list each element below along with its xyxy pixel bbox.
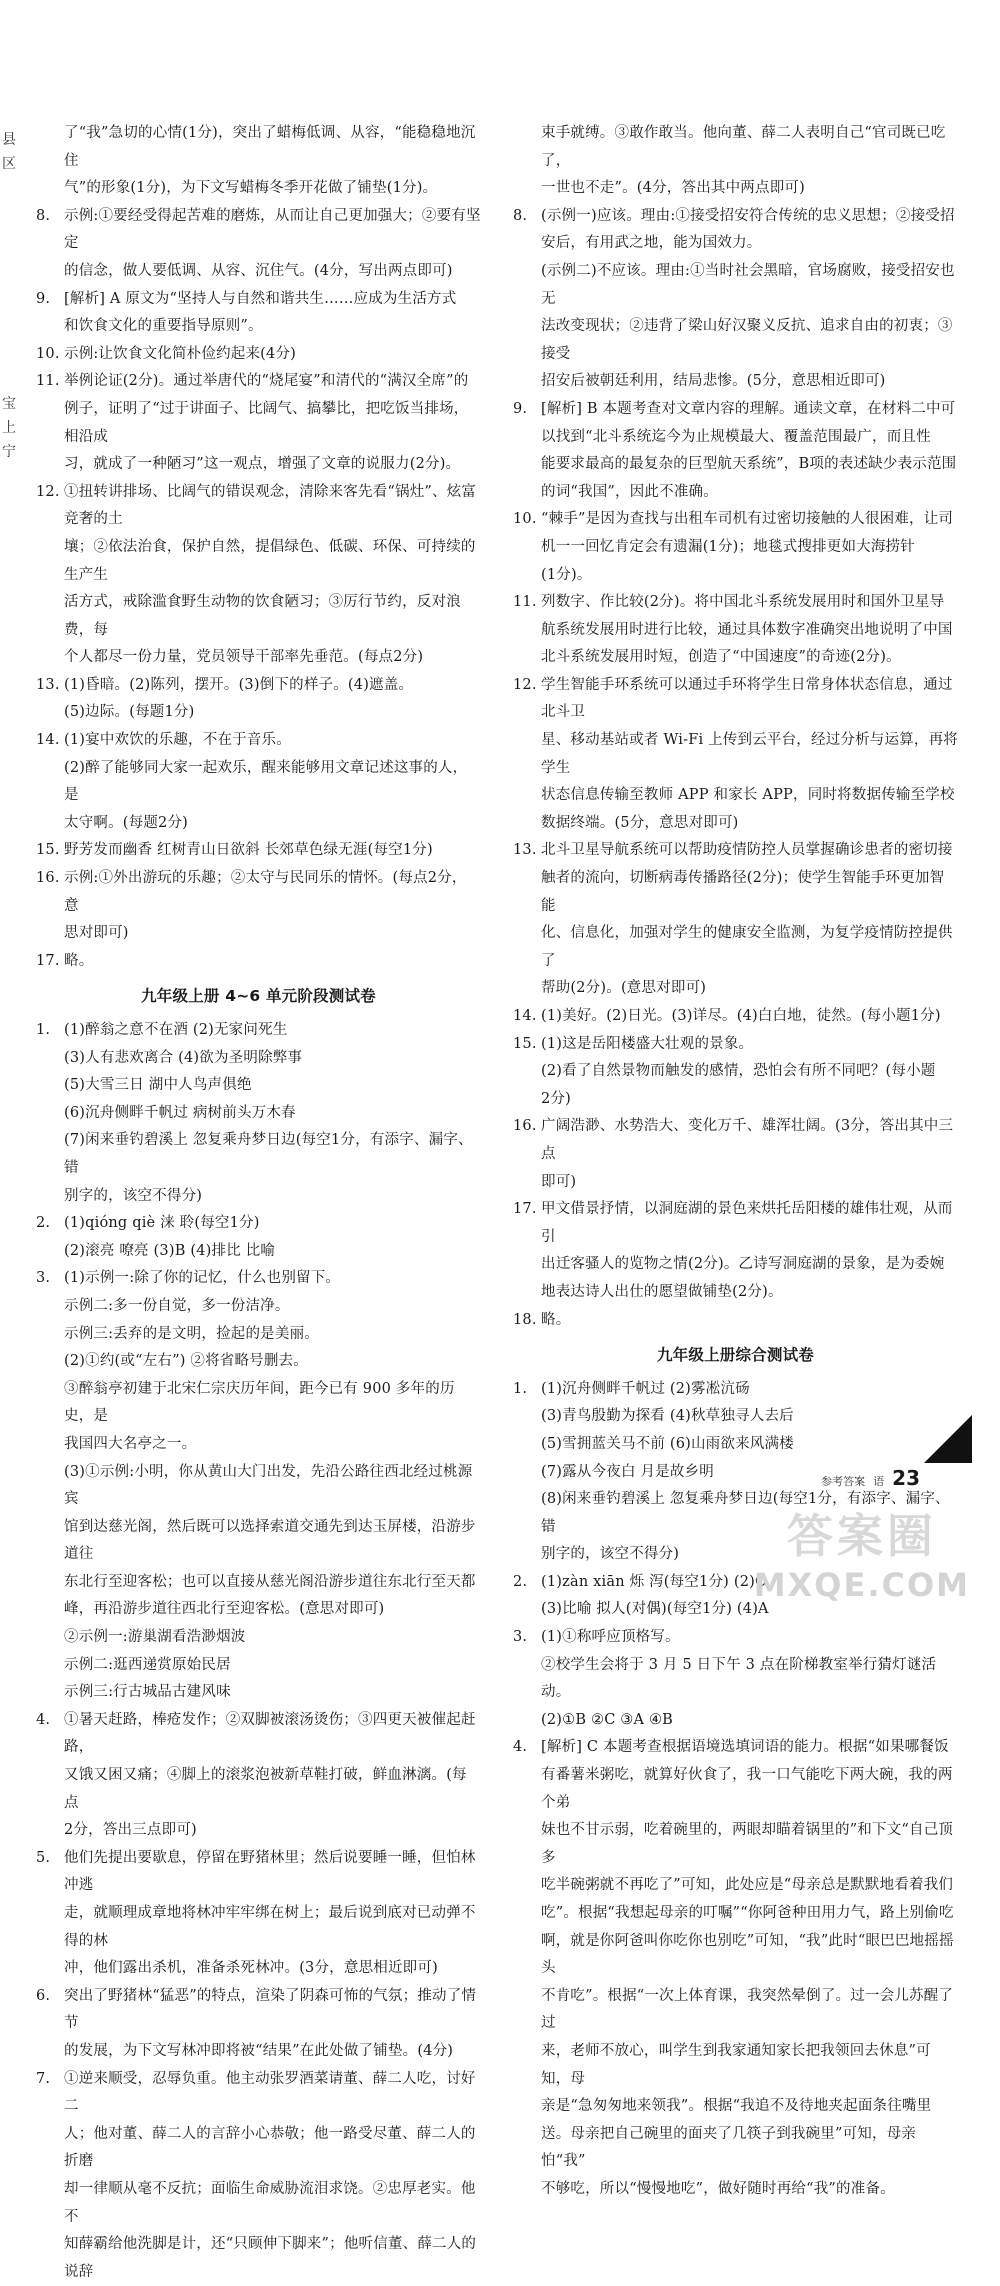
answer-line: 亲是“急匆匆地来领我”。根据“我追不及待地夹起面条往嘴里 [541, 2098, 932, 2115]
item-number: 17. [36, 952, 60, 969]
answer-item [36, 1707, 481, 1845]
answer-line: 能要求最高的最复杂的巨型航天系统”，B项的表述缺少表示范围 [541, 456, 957, 473]
answer-line: 又饿又困又痛；④脚上的滚浆泡被新草鞋打破，鲜血淋漓。(每点 [64, 1767, 467, 1811]
item-number: 9. [513, 400, 528, 417]
answer-line: 却一律顺从毫不反抗；面临生命威胁流泪求饶。②忠厚老实。他不 [64, 2180, 476, 2225]
answer-item [36, 479, 481, 672]
answer-line: 知薛霸给他洗脚是计，还“只顾伸下脚来”；他听信董、薛二人的说辞 [64, 2236, 477, 2280]
answer-line: (5)雪拥蓝关马不前 (6)山雨欲来风满楼 [541, 1435, 794, 1452]
answer-item [36, 948, 481, 976]
answer-line: 甲文借景抒情，以洞庭湖的景色来烘托岳阳楼的雄伟壮观，从而引 [541, 1201, 953, 1245]
answer-line: 北斗系统发展用时短，创造了“中国速度”的奇迹(2分)。 [541, 649, 901, 666]
answer-line: 别字的，该空不得分) [64, 1187, 203, 1204]
item-number: 1. [36, 1022, 51, 1038]
answer-line: ②校学生会将于 3 月 5 日下午 3 点在阶梯教室举行猜灯谜活动。 [541, 1656, 937, 1701]
item-number: 10. [513, 511, 537, 528]
item-number: 10. [36, 345, 60, 362]
watermark-url: MXQE.COM [753, 1566, 970, 1604]
answer-line: ①扭转讲排场、比阔气的错误观念，清除来客先看“锅灶”、炫富竞奢的土 [64, 483, 477, 528]
answer-line: (2)①B ②C ③A ④B [541, 1711, 674, 1728]
answer-line: 举例论证(2分)。通过举唐代的“烧尾宴”和清代的“满汉全席”的 [64, 373, 469, 390]
answer-item [36, 1845, 481, 1983]
answer-line: 2分，答出三点即可) [64, 1822, 197, 1839]
answer-line: 一世也不走”。(4分，答出其中两点即可) [541, 180, 805, 197]
answer-line: 示例:①要经受得起苦难的磨炼，从而让自己更加强大；②要有坚定 [64, 207, 481, 252]
answer-line: 突出了野猪林“猛恶”的特点，渲染了阴森可怖的气氛；推动了情节 [64, 1987, 477, 2032]
answer-line: 列数字、作比较(2分)。将中国北斗系统发展用时和国外卫星导 [541, 594, 945, 611]
margin-char [2, 368, 16, 392]
answer-line: 广阔浩渺、水势浩大、变化万千、雄浑壮阔。(3分，答出其中三点 [541, 1118, 954, 1162]
answer-line: (3)青鸟殷勤为探看 (4)秋草独寻人去后 [541, 1408, 794, 1425]
answer-item [513, 396, 958, 506]
footer-label: 参考答案 [821, 1475, 866, 1488]
answer-line: 以找到“北斗系统迄今为止规模最大、覆盖范围最广，而且性 [541, 428, 931, 445]
right-column [513, 120, 958, 2204]
margin-char [2, 296, 16, 320]
answer-line: 数据终端。(5分，意思对即可) [541, 814, 739, 831]
answer-line: (1)美好。(2)日光。(3)详尽。(4)白白地，徒然。(每小题1分) [541, 1008, 941, 1024]
answer-line: (示例二)不应该。理由:①当时社会黑暗，官场腐败，接受招安也无 [541, 262, 955, 307]
item-number: 7. [36, 2070, 51, 2087]
answer-line: 的词“我国”，因此不准确。 [541, 483, 718, 500]
answer-item [36, 865, 481, 948]
answer-line: 我国四大名亭之一。 [64, 1435, 197, 1452]
left-column [36, 120, 481, 2286]
answer-line: (3)比喻 拟人(对偶)(每空1分) (4)A [541, 1601, 769, 1618]
answer-item [513, 672, 958, 838]
item-number: 15. [513, 1035, 537, 1052]
answer-line: ①逆来顺受，忍辱负重。他主动张罗酒菜请董、薛二人吃，讨好二 [64, 2070, 476, 2115]
margin-char [2, 176, 16, 200]
answer-line: 野芳发而幽香 红树青山日欲斜 长郊草色绿无涯(每空1分) [64, 842, 433, 859]
item-number: 16. [513, 1118, 537, 1135]
answer-line: (5)大雪三日 湖中人鸟声俱绝 [64, 1077, 252, 1094]
answer-line: [解析] B 本题考查对文章内容的理解。通读文章，在材料二中可 [541, 400, 956, 417]
answer-line: 出迁客骚人的览物之情(2分)。乙诗写洞庭湖的景象，是为委婉 [541, 1256, 945, 1273]
item-number: 2. [36, 1215, 51, 1232]
answer-line: 例子，证明了“过于讲面子、比阔气、搞攀比，把吃饭当排场，相沿成 [64, 400, 469, 445]
answer-item [36, 120, 481, 203]
answer-line: ②示例一:游巢湖看浩渺烟波 [64, 1629, 246, 1646]
item-number: 6. [36, 1987, 51, 2004]
item-number: 13. [36, 676, 60, 693]
answer-line: 了“我”急切的心情(1分)，突出了蜡梅低调、从容，“能稳稳地沉住 [64, 125, 476, 169]
item-number: 12. [36, 483, 60, 500]
item-number: 11. [513, 594, 537, 611]
answer-line: (1)示例一:除了你的记忆，什么也别留下。 [64, 1270, 341, 1287]
answer-line: 触者的流向，切断病毒传播路径(2分)；使学生智能手环更加智能 [541, 870, 945, 914]
item-number: 16. [36, 870, 60, 887]
answer-line: 馆到达慈光阁，然后既可以选择索道交通先到达玉屏楼，沿游步道往 [64, 1518, 476, 1563]
footer-subject: 语 [873, 1475, 885, 1488]
answer-line: 示例:①外出游玩的乐趣；②太守与民同乐的情怀。(每点2分，意 [64, 870, 467, 914]
answer-line: (1)①称呼应顶格写。 [541, 1629, 680, 1646]
answer-line: (1分)。 [541, 566, 592, 583]
margin-char [2, 320, 16, 344]
answer-line: 的信念，做人要低调、从容、沉住气。(4分，写出两点即可) [64, 262, 453, 279]
section-title: 九年级上册 4~6 单元阶段测试卷 [141, 987, 376, 1006]
answer-item [513, 506, 958, 589]
answer-line: 示例二:逛西递赏原始民居 [64, 1656, 231, 1673]
answer-item [513, 1734, 958, 2203]
margin-char [2, 224, 16, 248]
answer-line: 法改变现状；②违背了梁山好汉聚义反抗、追求自由的初衷；③接受 [541, 318, 953, 362]
item-number: 11. [36, 373, 60, 390]
answer-line: (8)闲来垂钓碧溪上 忽复乘舟梦日边(每空1分，有添字、漏字、错 [541, 1491, 950, 1535]
answer-item [36, 727, 481, 837]
answer-line: 壤；②依法治食，保护自然，提倡绿色、低碳、环保、可持续的生产生 [64, 538, 476, 583]
answer-line: 别字的，该空不得分) [541, 1546, 680, 1563]
item-number: 15. [36, 842, 60, 859]
answer-line: (1)zàn xiān 烁 泻(每空1分) (2)C [541, 1573, 767, 1590]
answer-line: 示例三:丢弃的是文明，捡起的是美丽。 [64, 1325, 319, 1342]
answer-line: 安后，有用武之地，能为国效力。 [541, 235, 762, 252]
margin-chars [2, 128, 16, 464]
answer-item [36, 1265, 481, 1707]
answer-item [513, 1196, 958, 1306]
item-number: 14. [36, 732, 60, 749]
answer-line: 人；他对董、薛二人的言辞小心恭敬；他一路受尽董、薛二人的折磨 [64, 2125, 476, 2170]
answer-line: 示例二:多一份自觉，多一份洁净。 [64, 1297, 290, 1314]
watermark [754, 1500, 970, 1604]
item-number: 4. [36, 1711, 51, 1728]
answer-line: (3)人有悲欢离合 (4)欲为圣明除弊事 [64, 1049, 303, 1066]
corner-triangle [924, 1415, 972, 1463]
answer-line: (7)闲来垂钓碧溪上 忽复乘舟梦日边(每空1分，有添字、漏字、错 [64, 1132, 473, 1176]
answer-line: [解析] A 原文为“坚持人与自然和谐共生……应成为生活方式 [64, 290, 457, 307]
answer-line: (1)宴中欢饮的乐趣，不在于音乐。 [64, 732, 291, 749]
answer-line: 吃”。根据“我想起母亲的叮嘱”“你阿爸种田用力气，路上别偷吃 [541, 1905, 954, 1921]
answer-item [513, 1624, 958, 1734]
answer-line: 地表达诗人出仕的愿望做铺垫(2分)。 [541, 1283, 783, 1300]
item-number: 3. [513, 1629, 528, 1646]
answer-item [513, 203, 958, 396]
answer-line: (5)边际。(每题1分) [64, 704, 195, 721]
answer-line: 走，就顺理成章地将林冲牢牢绑在树上；最后说到底对已动弹不得的林 [64, 1905, 476, 1949]
margin-char [2, 200, 16, 224]
item-number: 8. [36, 207, 51, 224]
margin-char: 县 [2, 132, 16, 148]
answer-line: 习，就成了一种陋习”这一观点，增强了文章的说服力(2分)。 [64, 456, 461, 473]
item-number: 2. [513, 1573, 528, 1590]
answer-line: 招安后被朝廷利用，结局悲惨。(5分，意思相近即可) [541, 373, 886, 390]
answer-line: 个人都尽一份力量，党员领导干部率先垂范。(每点2分) [64, 649, 424, 666]
answer-line: “棘手”是因为查找与出租车司机有过密切接触的人很困难，让司 [541, 511, 954, 528]
answer-line: 略。 [64, 952, 94, 969]
answer-line: (2)①约(或“左右”) ②将省略号删去。 [64, 1353, 308, 1370]
answer-line: (1)这是岳阳楼盛大壮观的景象。 [541, 1035, 754, 1052]
answer-line: (1)沉舟侧畔千帆过 (2)雾凇沆砀 [541, 1380, 750, 1397]
answer-line: 星、移动基站或者 Wi-Fi 上传到云平台，经过分析与运算，再将学生 [541, 732, 958, 776]
answer-item [513, 120, 958, 203]
answer-line: (1)醉翁之意不在酒 (2)无家问死生 [64, 1022, 288, 1038]
answer-line: 峰，再沿游步道往西北行至迎客松。(意思对即可) [64, 1601, 385, 1618]
answer-line: ①暑天赶路，棒疮发作；②双脚被滚汤烫伤；③四更天被催起赶路， [64, 1711, 476, 1756]
answer-item [513, 1003, 958, 1031]
answer-line: 啊，就是你阿爸叫你吃你也别吃”可知，“我”此时“眼巴巴地摇摇头 [541, 1932, 954, 1977]
answer-item [36, 286, 481, 341]
answer-line: 和饮食文化的重要指导原则”。 [64, 318, 263, 335]
answer-line: 他们先提出要歇息，停留在野猪林里；然后说要睡一睡，但怕林冲逃 [64, 1849, 476, 1894]
answer-line: 示例三:行古城品古建风味 [64, 1684, 231, 1701]
answer-line: (3)①示例:小明，你从黄山大门出发，先沿公路往西北经过桃源宾 [64, 1463, 473, 1508]
answer-line: 化、信息化，加强对学生的健康安全监测，为复学疫情防控提供了 [541, 925, 953, 969]
item-number: 4. [513, 1739, 528, 1756]
margin-char: 区 [2, 156, 16, 172]
answer-line: 东北行至迎客松；也可以直接从慈光阁沿游步道往东北行至天都 [64, 1573, 476, 1590]
item-number: 9. [36, 290, 51, 307]
answer-item [36, 203, 481, 286]
margin-char: 上 [2, 420, 16, 436]
answer-item [36, 672, 481, 727]
watermark-logo: 答案圈 [786, 1509, 937, 1563]
answer-line: ③醉翁亭初建于北宋仁宗庆历年间，距今已有 900 多年的历史，是 [64, 1380, 455, 1425]
answer-item [513, 1031, 958, 1114]
item-number: 17. [513, 1201, 537, 1218]
answer-line: 来，老师不放心，叫学生到我家通知家长把我领回去休息”可知，母 [541, 2042, 931, 2087]
answer-item [36, 1210, 481, 1265]
margin-char: 宁 [2, 444, 16, 460]
answer-line: (2)看了自然景物而触发的感情，恐怕会有所不同吧？(每小题 [541, 1063, 936, 1080]
answer-line: 2分) [541, 1090, 571, 1107]
page-number: 23 [892, 1466, 920, 1490]
item-number: 1. [513, 1380, 528, 1397]
item-number: 8. [513, 207, 528, 224]
margin-char [2, 344, 16, 368]
answer-line: (2)滚亮 嘹亮 (3)B (4)排比 比喻 [64, 1242, 276, 1259]
answer-line: 活方式，戒除滥食野生动物的饮食陋习；③厉行节约，反对浪费，每 [64, 594, 461, 638]
answer-line: 冲，他们露出杀机，准备杀死林冲。(3分，意思相近即可) [64, 1960, 438, 1977]
answer-item [513, 1113, 958, 1196]
answer-line: 北斗卫星导航系统可以帮助疫情防控人员掌握确诊患者的密切接 [541, 842, 953, 859]
section-title: 九年级上册综合测试卷 [656, 1346, 814, 1365]
answer-line: [解析] C 本题考查根据语境选填词语的能力。根据“如果哪餐饭 [541, 1739, 949, 1756]
answer-line: 思对即可) [64, 925, 129, 942]
margin-char [2, 248, 16, 272]
answer-item [36, 1017, 481, 1210]
answer-line: 气”的形象(1分)，为下文写蜡梅冬季开花做了铺垫(1分)。 [64, 180, 438, 197]
answer-line: (6)沉舟侧畔千帆过 病树前头万木春 [64, 1104, 296, 1121]
answer-item [36, 341, 481, 369]
answer-line: 的发展，为下文写林冲即将被“结果”在此处做了铺垫。(4分) [64, 2042, 454, 2059]
answer-line: 示例:让饮食文化简朴俭约起来(4分) [64, 345, 297, 362]
answer-line: (1)昏暗。(2)陈列，摆开。(3)倒下的样子。(4)遮盖。 [64, 676, 414, 693]
page-footer [821, 1466, 920, 1490]
item-number: 18. [513, 1311, 537, 1328]
answer-line: 帮助(2分)。(意思对即可) [541, 980, 707, 997]
answer-line: 不肯吃”。根据“一次上体育课，我突然晕倒了。过一会儿苏醒了过 [541, 1987, 954, 2032]
answer-item [36, 368, 481, 478]
answer-line: 有番薯米粥吃，就算好伙食了，我一口气能吃下两大碗，我的两个弟 [541, 1767, 953, 1811]
margin-char [2, 272, 16, 296]
answer-line: 太守啊。(每题2分) [64, 814, 189, 831]
answer-line: (1)qióng qiè 涞 聆(每空1分) [64, 1215, 260, 1232]
answer-item [513, 1307, 958, 1335]
answer-item [36, 837, 481, 865]
answer-item [36, 1983, 481, 2066]
answer-line: 不够吃，所以“慢慢地吃”，做好随时再给“我”的准备。 [541, 2180, 895, 2197]
answer-line: (2)醉了能够同大家一起欢乐，醒来能够用文章记述这事的人，是 [64, 759, 468, 804]
answer-line: 吃半碗粥就不再吃了”可知，此处应是“母亲总是默默地看着我们 [541, 1877, 954, 1894]
answer-line: 略。 [541, 1311, 571, 1328]
answer-item [36, 2066, 481, 2286]
answer-line: 束手就缚。③敢作敢当。他向董、薛二人表明自己“官司既已吃了， [541, 125, 946, 169]
answer-line: 学生智能手环系统可以通过手环将学生日常身体状态信息，通过北斗卫 [541, 676, 953, 721]
answer-item [513, 837, 958, 1003]
margin-char: 宝 [2, 396, 16, 412]
answer-line: 送。母亲把自己碗里的面夹了几筷子到我碗里”可知，母亲怕“我” [541, 2125, 917, 2170]
item-number: 3. [36, 1270, 51, 1287]
item-number: 14. [513, 1008, 537, 1024]
answer-line: 妹也不甘示弱，吃着碗里的，两眼却瞄着锅里的”和下文“自己顶多 [541, 1822, 954, 1866]
item-number: 12. [513, 676, 537, 693]
answer-line: 状态信息传输至教师 APP 和家长 APP，同时将数据传输至学校 [541, 787, 955, 804]
answer-line: (示例一)应该。理由:①接受招安符合传统的忠义思想；②接受招 [541, 207, 955, 224]
answer-line: 即可) [541, 1173, 577, 1190]
item-number: 5. [36, 1849, 51, 1866]
item-number: 13. [513, 842, 537, 859]
answer-line: (7)露从今夜白 月是故乡明 [541, 1463, 714, 1480]
answer-item [513, 589, 958, 672]
answer-line: 机一一回忆肯定会有遗漏(1分)；地毯式搜排更如大海捞针 [541, 538, 915, 555]
answer-line: 航系统发展用时进行比较，通过具体数字准确突出地说明了中国 [541, 621, 953, 638]
